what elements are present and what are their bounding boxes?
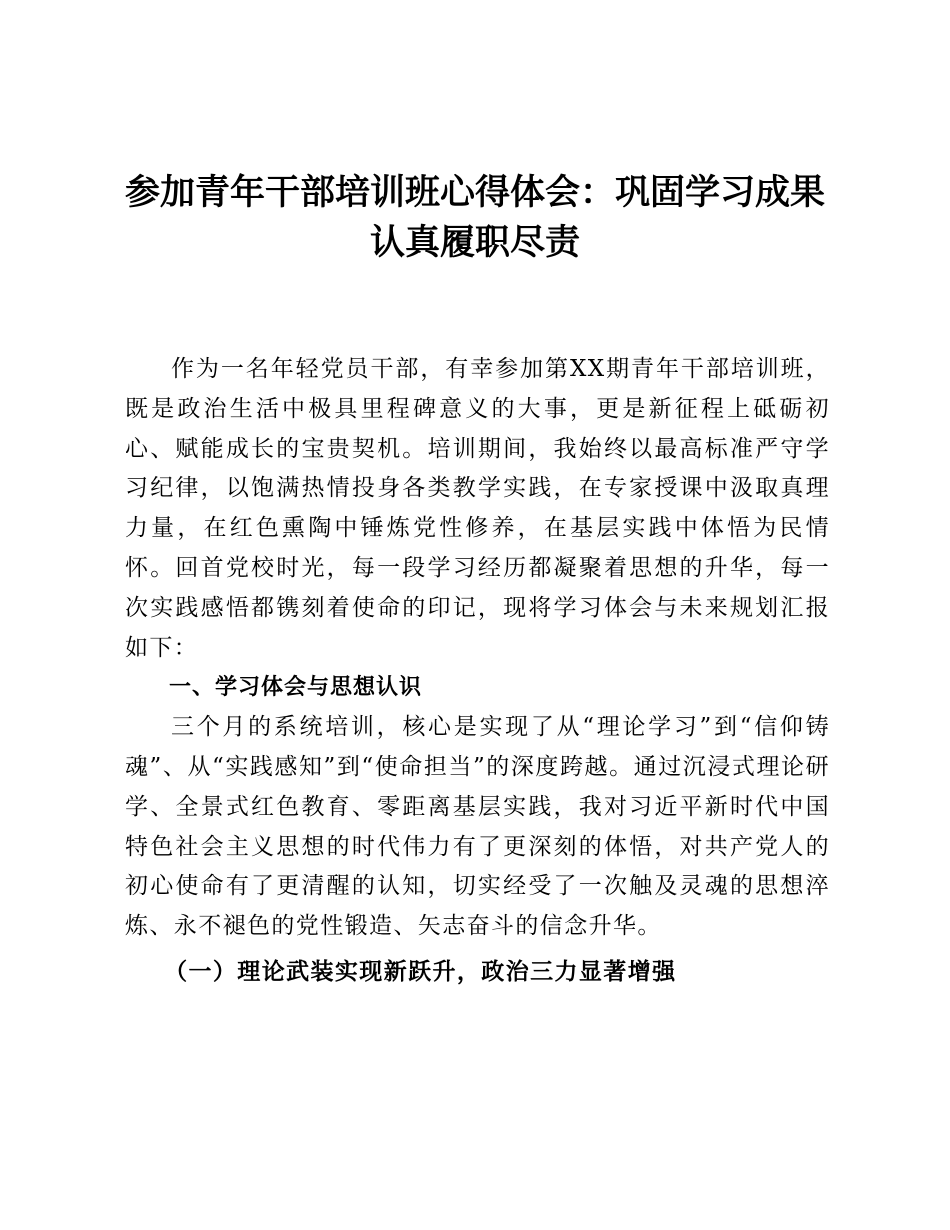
section-paragraph: 三个月的系统培训，核心是实现了从“理论学习”到“信仰铸魂”、从“实践感知”到“使命担当”的深度跨越。通过沉浸式理论研学、全景式红色教育、零距离基层实践，我对习近平新时代中国特色社会主义思想的时代伟力有了更深刻的体悟，对共产党人的初心使命有了更清醒的认知，切实经受了一次触及灵魂的思想淬炼、永不褪色的党性锻造、矢志奋斗的信念升华。 xyxy=(125,714,830,940)
document-body xyxy=(125,350,830,992)
section-heading: 一、学习体会与思想认识 xyxy=(169,675,423,701)
intro-paragraph: 作为一名年轻党员干部，有幸参加第XX期青年干部培训班，既是政治生活中极具里程碑意义的大事，更是新征程上砥砺初心、赋能成长的宝贵契机。培训期间，我始终以最高标准严守学习纪律，以饱满热情投身各类教学实践，在专家授课中汲取真理力量，在红色熏陶中锤炼党性修养，在基层实践中体悟为民情怀。回首党校时光，每一段学习经历都凝聚着思想的升华，每一次实践感悟都镌刻着使命的印记，现将学习体会与未来规划汇报如下： xyxy=(125,356,830,661)
subsection-heading: （一）理论武装实现新跃升，政治三力显著增强 xyxy=(164,957,677,985)
title-line-2: 认真履职尽责 xyxy=(369,223,580,263)
title-line-1: 参加青年干部培训班心得体会：巩固学习成果 xyxy=(124,173,825,213)
document-title xyxy=(80,168,870,268)
